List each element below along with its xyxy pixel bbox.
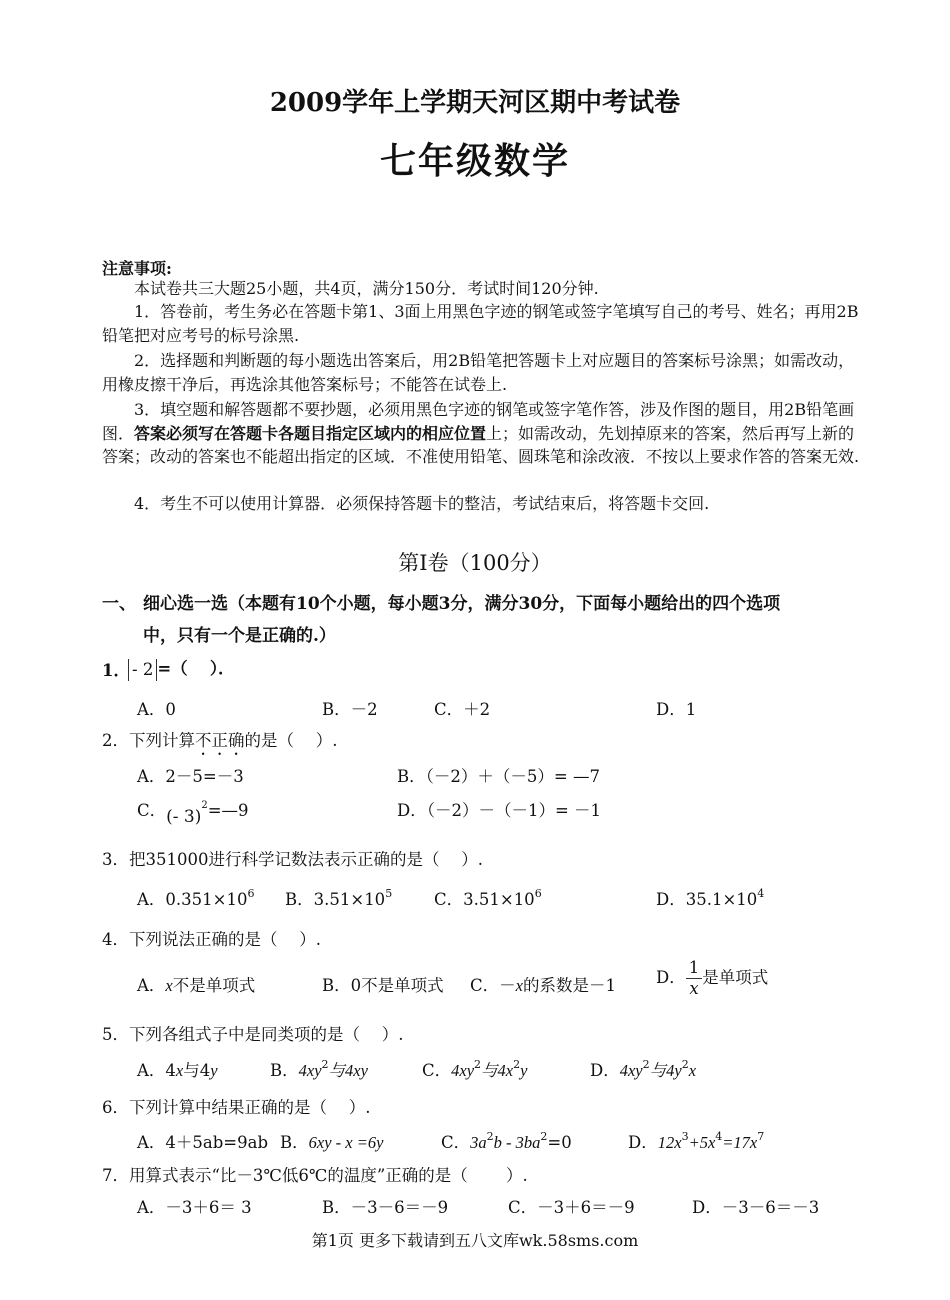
q5-b-expr: 4xy — [298, 1061, 322, 1080]
notice-intro: 本试卷共三大题25小题，共4页，满分150分．考试时间120分钟. — [134, 279, 599, 298]
q3-option-c-exp: 6 — [534, 887, 542, 900]
q5-a-mid: 与4 — [183, 1061, 211, 1080]
q2-option-c-label: C． — [137, 801, 167, 820]
q2-option-a: A．2－5=－3 — [137, 767, 244, 786]
q6-d-e2: 4 — [715, 1130, 723, 1143]
q5-option-b — [270, 1057, 368, 1081]
q3-option-b — [285, 886, 392, 910]
q6-d-p1: 12x — [657, 1133, 682, 1152]
q1-abs-value: - 2 — [128, 659, 157, 681]
q5-b-exp: 2 — [321, 1058, 329, 1071]
notice-heading: 注意事项: — [102, 259, 172, 278]
q5-d-mid: 与4y — [649, 1061, 682, 1080]
q3-option-b-text: B．3.51×10 — [285, 890, 386, 909]
q5-d-label: D． — [590, 1061, 620, 1080]
q3-option-d-text: D．35.1×10 — [656, 890, 758, 909]
q4-stem — [102, 926, 321, 950]
q7-stem — [102, 1162, 528, 1186]
q1-number: 1． — [102, 661, 130, 680]
q5-a-text: A．4 — [137, 1061, 176, 1080]
q2-stem — [102, 727, 338, 759]
q2-stem-a: 下列计算 — [129, 731, 195, 750]
q4-c-var: x — [515, 976, 523, 995]
q2-option-b: B．（－2）＋（－5）= —7 — [397, 767, 600, 786]
q2-option-c-exp: 2 — [201, 800, 208, 811]
q2-stem-b: 的是（ ）. — [244, 731, 338, 750]
q6-d-p3: =17x — [722, 1133, 758, 1152]
q4-d-text: 是单项式 — [702, 968, 769, 987]
notice-item-2: 2．选择题和判断题的每小题选出答案后，用2B铅笔把答题卡上对应题目的答案标号涂黑；如需改动，用橡皮擦干净后，再选涂其他答案标号；不能答在试卷上. — [102, 351, 855, 394]
q5-c-expr: 4xy — [451, 1061, 475, 1080]
q6-b-label: B． — [280, 1133, 309, 1152]
q6-c-p1: 3a — [470, 1133, 487, 1152]
q5-option-c — [422, 1057, 527, 1081]
q4-a-text: 不是单项式 — [172, 976, 256, 995]
q5-stem — [102, 1021, 404, 1045]
q3-option-d — [656, 886, 764, 910]
q2-option-c-tail: =—9 — [207, 801, 249, 820]
q1-option-b: B．－2 — [322, 700, 378, 719]
q6-c-p2: b - 3ba — [493, 1133, 541, 1152]
q5-option-d — [590, 1057, 696, 1081]
q1-option-d: D．1 — [656, 700, 697, 719]
notice-item-4: 4．考生不可以使用计算器．必须保持答题卡的整洁，考试结束后，将答题卡交回. — [134, 494, 710, 513]
part-instructions-line1: 细心选一选（本题有10个小题，每小题3分，满分30分，下面每小题给出的四个选项 — [143, 594, 781, 614]
q4-number: 4． — [102, 930, 129, 949]
q6-c-e1: 2 — [486, 1130, 494, 1143]
q6-c-p3: =0 — [547, 1133, 572, 1152]
q6-d-label: D． — [628, 1133, 658, 1152]
q4-option-c — [470, 972, 616, 996]
q5-d-tail: x — [688, 1061, 697, 1080]
q4-option-b: B．0不是单项式 — [322, 976, 444, 995]
q4-d-numerator: 1 — [686, 958, 703, 979]
q5-d-exp: 2 — [642, 1058, 650, 1071]
q2-option-d: D．（－2）－（－1）= －1 — [397, 801, 602, 820]
q6-option-d — [628, 1129, 764, 1153]
q6-c-e2: 2 — [540, 1130, 548, 1143]
q5-option-a — [137, 1057, 218, 1081]
notice-item-3-bold: 答案必须写在答题卡各题目指定区域内的相应位置 — [134, 423, 487, 443]
q3-option-a — [137, 886, 254, 910]
q3-option-b-exp: 5 — [385, 887, 393, 900]
q6-d-p2: +5x — [688, 1133, 716, 1152]
notice-item-3-b: 上；如需改动，先划掉原来的答案，然后再写上新的答案；改动的答案也不能超出指定的区域．不准使用铅笔、圆珠笔和涂改液．不按以上要求作答的答案无效. — [102, 423, 860, 466]
q1-stem — [128, 655, 235, 681]
q1-tail: =（ ）． — [157, 659, 235, 678]
q6-option-a: A．4＋5ab=9ab — [137, 1133, 269, 1152]
q2-option-c-expr: (- 3) — [166, 807, 202, 827]
q4-a-label: A． — [137, 976, 166, 995]
q5-d-exp2: 2 — [681, 1058, 689, 1071]
q6-stem — [102, 1094, 371, 1118]
q5-number: 5． — [102, 1025, 129, 1044]
q5-c-mid: 与4x — [481, 1061, 514, 1080]
q4-d-denominator: x — [689, 979, 699, 998]
q3-option-c-text: C．3.51×10 — [434, 890, 535, 909]
q4-d-fraction — [686, 958, 703, 999]
q5-a-var2: y — [210, 1061, 218, 1080]
q4-c-label: C．－ — [470, 976, 516, 995]
q3-stem-text: 把351000进行科学记数法表示正确的是（ ）. — [129, 850, 483, 869]
q5-b-label: B． — [270, 1061, 299, 1080]
q7-stem-text: 用算式表示“比－3℃低6℃的温度”正确的是（ ）. — [129, 1166, 528, 1185]
q3-option-d-exp: 4 — [757, 887, 765, 900]
q4-stem-text: 下列说法正确的是（ ）. — [129, 930, 321, 949]
q5-c-tail: y — [520, 1061, 528, 1080]
q4-a-var: x — [165, 976, 173, 995]
subject-title: 七年级数学 — [379, 140, 570, 182]
q6-option-b — [280, 1129, 383, 1153]
q5-d-expr: 4xy — [619, 1061, 643, 1080]
section-title: 第Ⅰ卷（100分） — [398, 551, 552, 575]
q7-option-b: B．－3－6＝－9 — [322, 1198, 449, 1217]
part-instructions-line2: 中，只有一个是正确的.） — [143, 626, 336, 646]
q4-d-label: D． — [656, 968, 686, 987]
q1-option-a: A．0 — [137, 700, 176, 719]
part-number: 一、 — [102, 594, 136, 614]
page-footer: 第1页 更多下载请到五八文库wk.58sms.com — [311, 1231, 639, 1250]
q6-stem-text: 下列计算中结果正确的是（ ）. — [129, 1098, 371, 1117]
q3-option-a-exp: 6 — [247, 887, 255, 900]
q6-d-e3: 7 — [757, 1130, 765, 1143]
q4-option-a — [137, 972, 255, 996]
q6-option-c — [441, 1129, 572, 1153]
q7-number: 7． — [102, 1166, 129, 1185]
notice-item-3-a: 3．填空题和解答题都不要抄题，必须用黑色字迹的钢笔或签字笔作答，涉及作图的题目，用2B铅笔画图． — [102, 400, 855, 443]
notice-item-1: 1．答卷前，考生务必在答题卡第1、3面上用黑色字迹的钢笔或签字笔填写自己的考号、姓名；再用2B铅笔把对应考号的标号涂黑. — [102, 302, 859, 345]
q5-c-exp2: 2 — [513, 1058, 521, 1071]
q4-c-text: 的系数是－1 — [522, 976, 616, 995]
q5-c-exp: 2 — [474, 1058, 482, 1071]
q7-option-d: D．－3－6＝－3 — [692, 1198, 820, 1217]
q3-option-a-text: A．0.351×10 — [137, 890, 248, 909]
q1-option-c: C．＋2 — [434, 700, 491, 719]
q5-c-label: C． — [422, 1061, 452, 1080]
q2-option-c — [137, 797, 249, 827]
exam-title: 2009学年上学期天河区期中考试卷 — [269, 88, 681, 118]
q3-stem — [102, 846, 483, 870]
q6-number: 6． — [102, 1098, 129, 1117]
q5-stem-text: 下列各组式子中是同类项的是（ ）. — [129, 1025, 404, 1044]
q6-d-e1: 3 — [681, 1130, 689, 1143]
q6-b-expr: 6xy - x =6y — [308, 1133, 384, 1152]
q3-number: 3． — [102, 850, 129, 869]
q6-c-label: C． — [441, 1133, 471, 1152]
q7-option-a: A．－3＋6＝ 3 — [137, 1198, 252, 1217]
q2-number: 2． — [102, 731, 129, 750]
q5-a-var1: x — [175, 1061, 184, 1080]
q4-option-d — [656, 958, 768, 999]
q5-b-mid: 与4xy — [328, 1061, 368, 1080]
q2-stem-emphasis: 不正确 — [195, 731, 245, 750]
q3-option-c — [434, 886, 542, 910]
q7-option-c: C．－3＋6＝－9 — [508, 1198, 635, 1217]
notice-item-3 — [102, 398, 864, 469]
